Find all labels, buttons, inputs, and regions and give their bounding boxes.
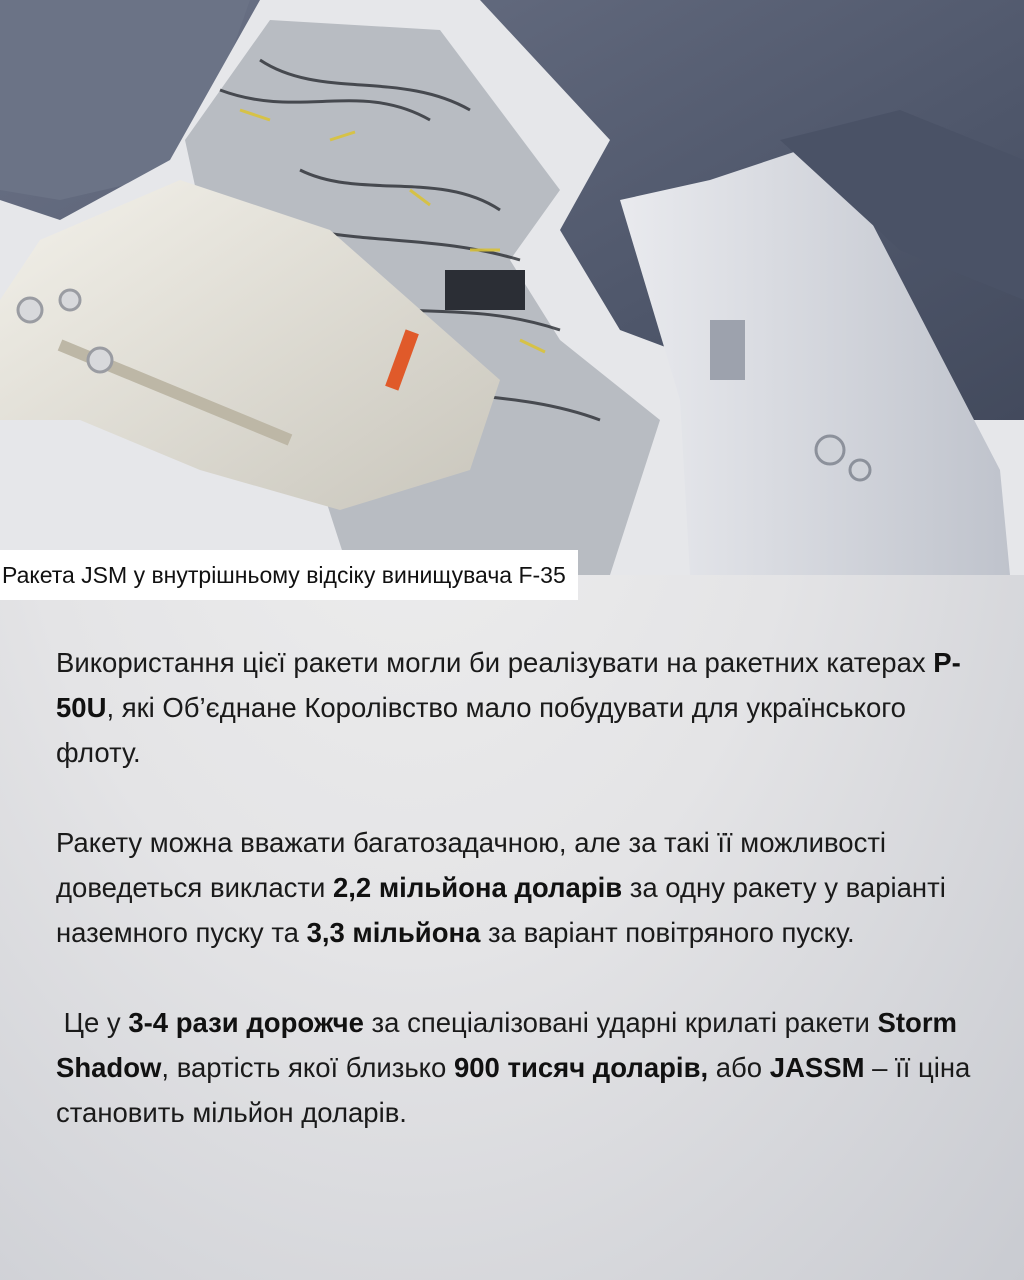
photo-illustration — [0, 0, 1024, 575]
missile-bay-photo — [0, 0, 1024, 575]
paragraph-2-bold-1: 2,2 мільйона доларів — [332, 872, 623, 903]
paragraph-3-text-5: – її ціна становить мільйон доларів. — [56, 1052, 971, 1128]
paragraph-1-text-1: Використання цієї ракети могли би реалізувати на ракетних катерах — [56, 647, 934, 678]
paragraph-2-text-1: Ракету можна вважати багатозадачною, але за такі її можливості доведеться викласти — [56, 827, 887, 903]
article-body — [56, 640, 976, 1180]
paragraph-3-text-2: за спеціалізовані ударні крилаті ракети — [363, 1007, 878, 1038]
paragraph-3-text-1: Це у — [56, 1007, 129, 1038]
paragraph-1 — [56, 640, 976, 775]
paragraph-3-bold-4: JASSM — [769, 1052, 865, 1083]
paragraph-2-text-3: за варіант повітряного пуску. — [480, 917, 855, 948]
paragraph-2-text-2: за одну ракету у варіанті наземного пуску та — [56, 872, 946, 948]
paragraph-3 — [56, 1000, 976, 1135]
paragraph-3-bold-1: 3-4 рази дорожче — [128, 1007, 364, 1038]
paragraph-3-bold-3: 900 тисяч доларів, — [453, 1052, 709, 1083]
paragraph-3-text-4: або — [708, 1052, 770, 1083]
paragraph-2-bold-2: 3,3 мільйона — [306, 917, 481, 948]
paragraph-3-text-3: , вартість якої близько — [161, 1052, 454, 1083]
paragraph-2 — [56, 820, 976, 955]
photo-caption — [0, 550, 578, 600]
paragraph-1-bold-1: P-50U — [56, 647, 961, 723]
paragraph-1-text-2: , які Об’єднане Королівство мало побудувати для українського флоту. — [56, 692, 906, 768]
paragraph-3-bold-2: Storm Shadow — [56, 1007, 957, 1083]
photo-caption-text: Ракета JSM у внутрішньому відсіку винищувача F-35 — [2, 561, 566, 588]
